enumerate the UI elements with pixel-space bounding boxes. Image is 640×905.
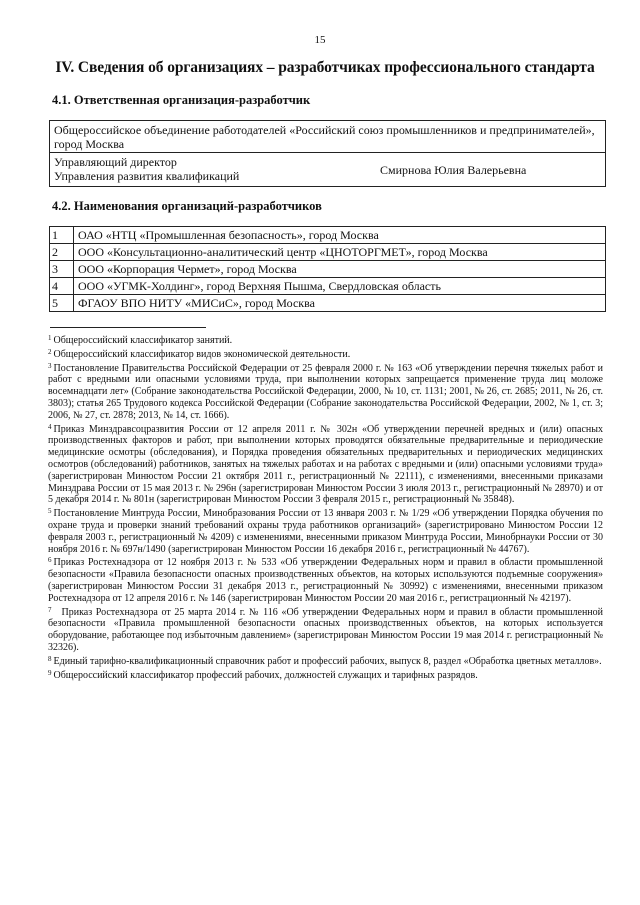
footnote-4 (48, 422, 603, 507)
position-line-1: Управляющий директор (54, 155, 177, 169)
footnote-3 (48, 361, 603, 422)
subsection-title-developers: 4.2. Наименования организаций-разработчиков (52, 199, 322, 213)
footnote-marker: 5 (48, 507, 52, 516)
table-row (50, 261, 606, 278)
footnote-text: Общероссийский классификатор профессий рабочих, должностей служащих и тарифных разрядов. (53, 669, 478, 681)
table-row (50, 244, 606, 261)
row-number: 5 (50, 295, 74, 312)
responsible-organization-name: Общероссийское объединение работодателей «Российский союз промышленников и предпринимателей», город Москва (50, 121, 606, 153)
table-row (50, 295, 606, 312)
footnote-marker: 8 (48, 654, 52, 663)
footnote-5 (48, 506, 603, 555)
table-row (50, 278, 606, 295)
footnote-marker: 9 (48, 668, 52, 677)
footnote-marker: 2 (48, 347, 52, 356)
footnote-text: Приказ Минздравсоцразвития России от 12 апреля 2011 г. № 302н «Об утверждении перечней вредных и (или) опасных производственных факторов и работ, при выполнении которых проводятся обязательные предварительные и периодические медицинские осмотры (обследования), и Порядка проведения обязательных предварительных и периодических медицинских осмотров (обследований) работников, занятых на тяжелых работах и на работах с вредными и (или) опасными условиями труда» (зарегистрирован Минюстом России 21 октября 2011 г., регистрационный № 22111), с изменениями, внесенными приказами Минздрава России от 15 мая 2013 г. № 296н (зарегистрирован Минюстом России 3 июля 2013 г., регистрационный № 28970) и от 5 декабря 2014 г. № 801н (зарегистрирован Минюстом России 3 февраля 2015 г., регистрационный № 35848). (48, 423, 603, 506)
footnote-9 (48, 668, 603, 682)
footnote-8 (48, 654, 603, 668)
subsection-title-responsible: 4.1. Ответственная организация-разработчик (52, 93, 311, 107)
responsible-organization-table (49, 120, 606, 187)
row-number: 1 (50, 227, 74, 244)
row-number: 2 (50, 244, 74, 261)
footnote-marker: 1 (48, 334, 52, 342)
table-row (50, 227, 606, 244)
footnote-marker: 6 (48, 556, 52, 565)
footnote-text: Приказ Ростехнадзора от 25 марта 2014 г. № 116 «Об утверждении Федеральных норм и правил в области промышленной безопасности «Правила промышленной безопасности опасных производственных объектов, на которых используется оборудование, работающее под избыточным давлением» (зарегистрирован Минюстом России 19 мая 2014 г. регистрационный № 32326). (48, 606, 603, 653)
organization-name: ОАО «НТЦ «Промышленная безопасность», город Москва (74, 227, 606, 244)
footnote-text: Постановление Правительства Российской Федерации от 25 февраля 2000 г. № 163 «Об утверждении перечня тяжелых работ и работ с вредными или опасными условиями труда, при выполнении которых запрещается применение труда лиц моложе восемнадцати лет» (Собрание законодательства Российской Федерации, 2000, № 10, ст. 1131; 2001, № 26, ст. 2685; 2011, № 26, ст. 3803); статья 265 Трудового кодекса Российской Федерации (Собрание законодательства Российской Федерации, 2002, № 1, ст. 3; 2006, № 27, ст. 2878; 2013, № 14, ст. 1666). (48, 362, 603, 421)
footnote-marker: 4 (48, 422, 52, 431)
footnote-text: Общероссийский классификатор занятий. (53, 335, 233, 346)
footnote-text: Общероссийский классификатор видов экономической деятельности. (53, 348, 351, 360)
footnote-2 (48, 347, 603, 361)
position-line-2: Управления развития квалификаций (54, 169, 240, 183)
footnotes (48, 333, 603, 681)
organization-name: ООО «УГМК-Холдинг», город Верхняя Пышма, Свердловская область (74, 278, 606, 295)
page-number: 15 (314, 34, 326, 46)
footnote-1 (48, 333, 603, 347)
organization-name: ФГАОУ ВПО НИТУ «МИСиС», город Москва (74, 295, 606, 312)
row-number: 4 (50, 278, 74, 295)
footnote-7 (48, 605, 603, 654)
director-name: Смирнова Юлия Валерьевна (380, 163, 527, 177)
footnote-6 (48, 555, 603, 604)
developer-organizations-table (49, 226, 606, 312)
footnote-separator (50, 327, 206, 328)
row-number: 3 (50, 261, 74, 278)
footnote-marker: 7 (48, 605, 52, 614)
footnote-text: Единый тарифно-квалификационный справочник работ и профессий рабочих, выпуск 8, раздел «Обработка цветных металлов». (53, 655, 602, 667)
responsible-person-cell (50, 153, 606, 187)
organization-name: ООО «Корпорация Чермет», город Москва (74, 261, 606, 278)
organization-name: ООО «Консультационно-аналитический центр «ЦНОТОРГМЕТ», город Москва (74, 244, 606, 261)
section-title: IV. Сведения об организациях – разработчиках профессионального стандарта (55, 59, 595, 76)
footnote-text: Постановление Минтруда России, Минобразования России от 13 января 2003 г. № 1/29 «Об утверждении Порядка обучения по охране труда и проверки знаний требований охраны труда работников организаций» (зарегистрировано Минюстом России 12 февраля 2003 г., регистрационный № 4209) с изменениями, внесенными приказом Минтруда России, Минобрнауки России от 30 ноября 2016 г. № 697н/1490 (зарегистрирован Минюстом России 16 декабря 2016 г., регистрационный № 44767). (48, 508, 603, 555)
footnote-marker: 3 (48, 361, 52, 370)
footnote-text: Приказ Ростехнадзора от 12 ноября 2013 г. № 533 «Об утверждении Федеральных норм и правил в области промышленной безопасности «Правила безопасности опасных производственных объектов, на которых используются подъемные сооружения» (зарегистрирован Минюстом России 31 декабря 2013 г., регистрационный № 30992) с изменениями, внесенными приказом Ростехнадзора от 12 апреля 2016 г. № 146 (зарегистрирован Минюстом России 20 мая 2016 г., регистрационный № 42197). (48, 557, 603, 604)
